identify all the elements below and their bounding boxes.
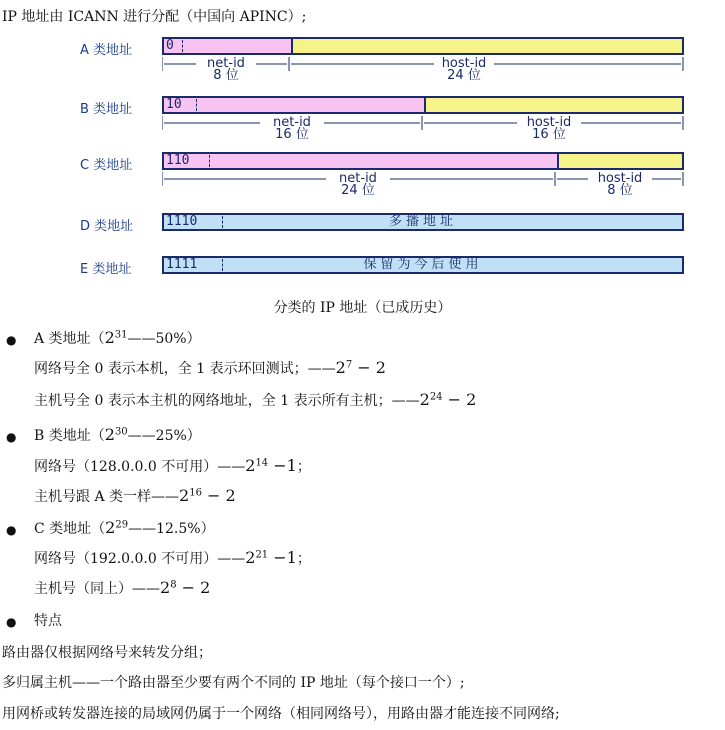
class-b-net-segment (164, 98, 424, 112)
class-a-net-segment (164, 39, 291, 53)
class-e-segment (164, 258, 682, 272)
bullet-icon: ● (6, 430, 17, 444)
class-c-label: C 类地址 (80, 158, 133, 173)
dimension-arrows (162, 116, 684, 144)
class-a-dimension (162, 57, 684, 85)
class-c-net-segment (164, 154, 557, 168)
class-a-host-label: host-id 24 位 (434, 58, 494, 82)
class-c-host-note: 主机号（同上）$——2^8 - 2$ (34, 578, 211, 597)
prefix-divider (209, 155, 210, 167)
class-e-text: 保留为今后使用 (363, 257, 483, 272)
bullet-icon: ● (6, 615, 17, 629)
class-e-label: E 类地址 (80, 262, 132, 277)
class-c-item: C 类地址$(2^{29}——12.5\%)$ (34, 518, 215, 537)
class-b-net-label: net-id 16 位 (260, 117, 324, 141)
class-c-host-label: host-id 8 位 (588, 173, 652, 197)
class-a-label: A 类地址 (80, 43, 133, 58)
class-b-prefix: 10 (166, 97, 182, 112)
prefix-divider (182, 40, 183, 52)
class-b-bar (162, 96, 684, 114)
class-e-prefix: 1111 (166, 257, 198, 272)
feature-paragraph-1: 路由器仅根据网络号来转发分组； (2, 645, 212, 661)
bullet-icon: ● (6, 523, 17, 537)
class-b-host-label: host-id 16 位 (517, 117, 581, 141)
class-c-net-label: net-id 24 位 (326, 173, 390, 197)
class-c-dimension (162, 172, 684, 200)
class-d-text: 多播地址 (388, 214, 457, 229)
class-a-prefix: 0 (166, 38, 174, 53)
class-a-net-note: 网络号全 0 表示本机，全 1 表示环回测试；$——2^7 - 2$ (34, 358, 386, 377)
bullet-icon: ● (6, 333, 17, 347)
prefix-divider (196, 99, 197, 111)
figure-caption: 分类的 IP 地址（已成历史） (273, 300, 452, 316)
class-b-dimension (162, 116, 684, 144)
class-d-label: D 类地址 (80, 219, 134, 234)
class-c-prefix: 110 (166, 153, 190, 168)
class-d-bar (162, 213, 684, 231)
class-c-bar (162, 152, 684, 170)
class-b-host-segment (424, 98, 682, 112)
class-e-bar (162, 256, 684, 274)
feature-paragraph-2: 多归属主机——一个路由器至少要有两个不同的 IP 地址（每个接口一个）; (2, 675, 465, 691)
class-b-item: B 类地址$(2^{30}——25\%)$ (34, 425, 201, 444)
class-a-host-segment (291, 39, 682, 53)
class-a-net-label: net-id 8 位 (196, 58, 256, 82)
class-b-net-note: 网络号（128.0.0.0 不可用）$——2^{14} -1$； (34, 456, 311, 475)
intro-text: IP 地址由 ICANN 进行分配（中国向 APINC）; (2, 9, 307, 25)
class-a-host-note: 主机号全 0 表示本主机的网络地址，全 1 表示所有主机；$——2^{24} - 2$ (34, 390, 477, 409)
class-a-item: A 类地址$(2^{31}——50\%)$ (34, 328, 201, 347)
class-d-prefix: 1110 (166, 214, 198, 229)
class-c-host-segment (557, 154, 682, 168)
feature-paragraph-3: 用网桥或转发器连接的局域网仍属于一个网络（相同网络号），用路由器才能连接不同网络; (2, 706, 560, 722)
class-b-host-note: 主机号跟 A 类一样$——2^{16} - 2$ (34, 486, 236, 505)
class-a-bar (162, 37, 684, 55)
class-d-segment (164, 215, 682, 229)
features-heading: 特点 (34, 613, 62, 629)
class-b-label: B 类地址 (80, 102, 133, 117)
class-c-net-note: 网络号（192.0.0.0 不可用）$——2^{21} -1$； (34, 548, 311, 567)
